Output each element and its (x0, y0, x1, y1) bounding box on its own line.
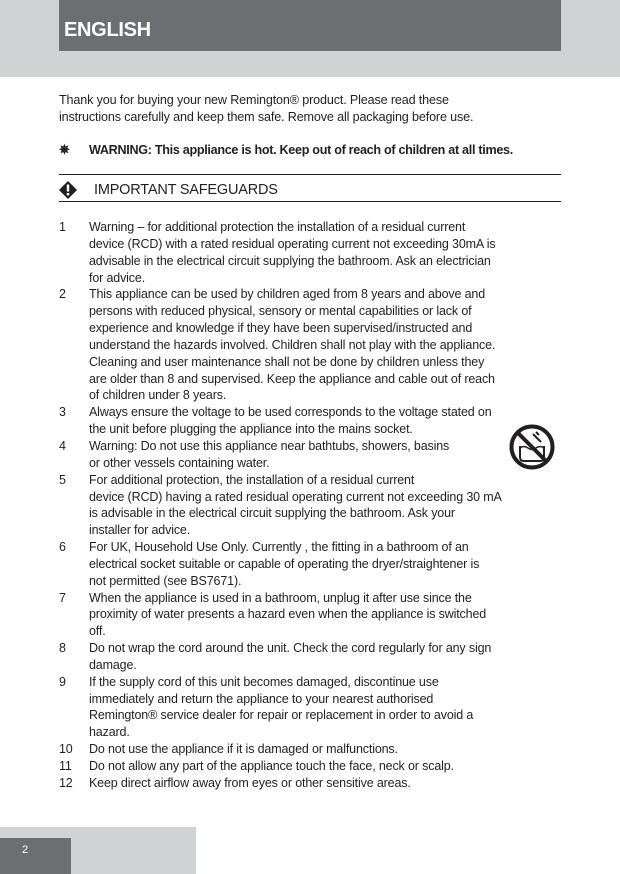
item-text-line: Do not allow any part of the appliance touch the face, neck or scalp. (89, 759, 454, 773)
item-number: 10 (59, 742, 73, 757)
item-text-line: If the supply cord of this unit becomes damaged, discontinue use (89, 674, 439, 689)
divider (59, 174, 561, 175)
list-item (59, 472, 561, 539)
item-number: 4 (59, 438, 66, 453)
item-text-line: of children under 8 years. (89, 388, 227, 403)
item-text-line: is advisable in the electrical circuit supplying the bathroom. Ask your (89, 506, 455, 521)
item-text-line: or other vessels containing water. (89, 455, 270, 470)
language-title: ENGLISH (64, 19, 151, 41)
item-text-line: experience and knowledge if they have been supervised/instructed and (89, 321, 473, 336)
list-item (59, 640, 561, 674)
item-text-line: device (RCD) having a rated residual operating current not exceeding 30 mA (89, 489, 502, 504)
item-text-line: Keep direct airflow away from eyes or other sensitive areas. (89, 775, 411, 790)
item-text-line: Warning – for additional protection the installation of a residual current (89, 220, 466, 234)
item-number: 2 (59, 287, 66, 302)
page-number-box (0, 838, 71, 874)
page-number: 2 (22, 844, 29, 856)
hot-surface-icon: ✵ (59, 142, 70, 157)
item-text-line: proximity of water presents a hazard even when the appliance is switched (89, 607, 487, 622)
item-text (89, 539, 561, 590)
item-text-line: This appliance can be used by children aged from 8 years and above and (89, 287, 486, 302)
item-text-line: off. (89, 624, 106, 639)
item-text-line: damage. (89, 657, 137, 672)
item-number: 11 (59, 759, 72, 773)
divider (59, 201, 561, 202)
item-number: 6 (59, 540, 66, 555)
item-number: 5 (59, 472, 66, 487)
item-text-line: For UK, Household Use Only. Currently , the fitting in a bathroom of an (89, 540, 469, 555)
list-item (59, 741, 561, 758)
item-text (89, 741, 561, 758)
item-text-line: are older than 8 and supervised. Keep the appliance and cable out of reach (89, 371, 495, 386)
intro-line: Thank you for buying your new Remington® product. Please read these (59, 93, 449, 107)
item-number: 7 (59, 590, 66, 605)
item-text-line: Warning: Do not use this appliance near bathtubs, showers, basins (89, 438, 450, 453)
exclamation-diamond-icon (59, 181, 77, 199)
intro-paragraph (59, 92, 473, 126)
list-item (59, 219, 561, 286)
intro-line: instructions carefully and keep them safe. Remove all packaging before use. (59, 110, 474, 124)
item-text-line: hazard. (89, 725, 130, 740)
item-text-line: Cleaning and user maintenance shall not be done by children unless they (89, 354, 485, 369)
item-text-line: For additional protection, the installation of a residual current (89, 472, 415, 487)
item-text (89, 758, 561, 775)
item-text-line: installer for advice. (89, 523, 191, 538)
item-text-line: the unit before plugging the appliance into the mains socket. (89, 422, 413, 437)
item-text (89, 640, 561, 674)
item-number: 12 (59, 775, 73, 790)
item-text (89, 674, 561, 741)
item-number: 1 (59, 220, 66, 234)
item-number: 8 (59, 641, 66, 656)
item-text-line: Always ensure the voltage to be used corresponds to the voltage stated on (89, 405, 492, 420)
warning-text: WARNING: This appliance is hot. Keep out of reach of children at all times. (89, 143, 513, 157)
item-text (89, 286, 561, 404)
item-text-line: not permitted (see BS7671). (89, 573, 242, 588)
item-text (89, 590, 561, 641)
item-text-line: Do not wrap the cord around the unit. Check the cord regularly for any sign (89, 641, 492, 656)
item-text-line: When the appliance is used in a bathroom, unplug it after use since the (89, 590, 472, 605)
safeguards-title: IMPORTANT SAFEGUARDS (94, 182, 278, 198)
item-text (89, 438, 561, 472)
item-text-line: Remington® service dealer for repair or replacement in order to avoid a (89, 708, 474, 723)
item-text-line: electrical socket suitable or capable of operating the dryer/straightener is (89, 556, 480, 571)
item-text (89, 404, 561, 438)
item-number: 3 (59, 405, 66, 420)
item-text-line: persons with reduced physical, sensory or mental capabilities or lack of (89, 304, 472, 319)
list-item (59, 758, 561, 775)
item-text-line: understand the hazards involved. Children shall not play with the appliance. (89, 337, 496, 352)
item-text-line: Do not use the appliance if it is damaged or malfunctions. (89, 742, 398, 757)
list-item (59, 674, 561, 741)
item-text-line: for advice. (89, 270, 146, 285)
item-number: 9 (59, 674, 66, 689)
list-item (59, 404, 561, 438)
list-item (59, 539, 561, 590)
list-item (59, 775, 561, 792)
list-item (59, 286, 561, 404)
item-text-line: immediately and return the appliance to your nearest authorised (89, 691, 434, 706)
item-text-line: device (RCD) with a rated residual operating current not exceeding 30mA is (89, 236, 496, 251)
item-text (89, 775, 561, 792)
item-text (89, 219, 561, 286)
safeguards-list (59, 219, 561, 792)
item-text (89, 472, 561, 539)
item-text-line: advisable in the electrical circuit supplying the bathroom. Ask an electrician (89, 253, 491, 268)
no-bath-use-icon (509, 424, 555, 470)
list-item (59, 590, 561, 641)
list-item (59, 438, 561, 472)
language-header (59, 0, 561, 51)
